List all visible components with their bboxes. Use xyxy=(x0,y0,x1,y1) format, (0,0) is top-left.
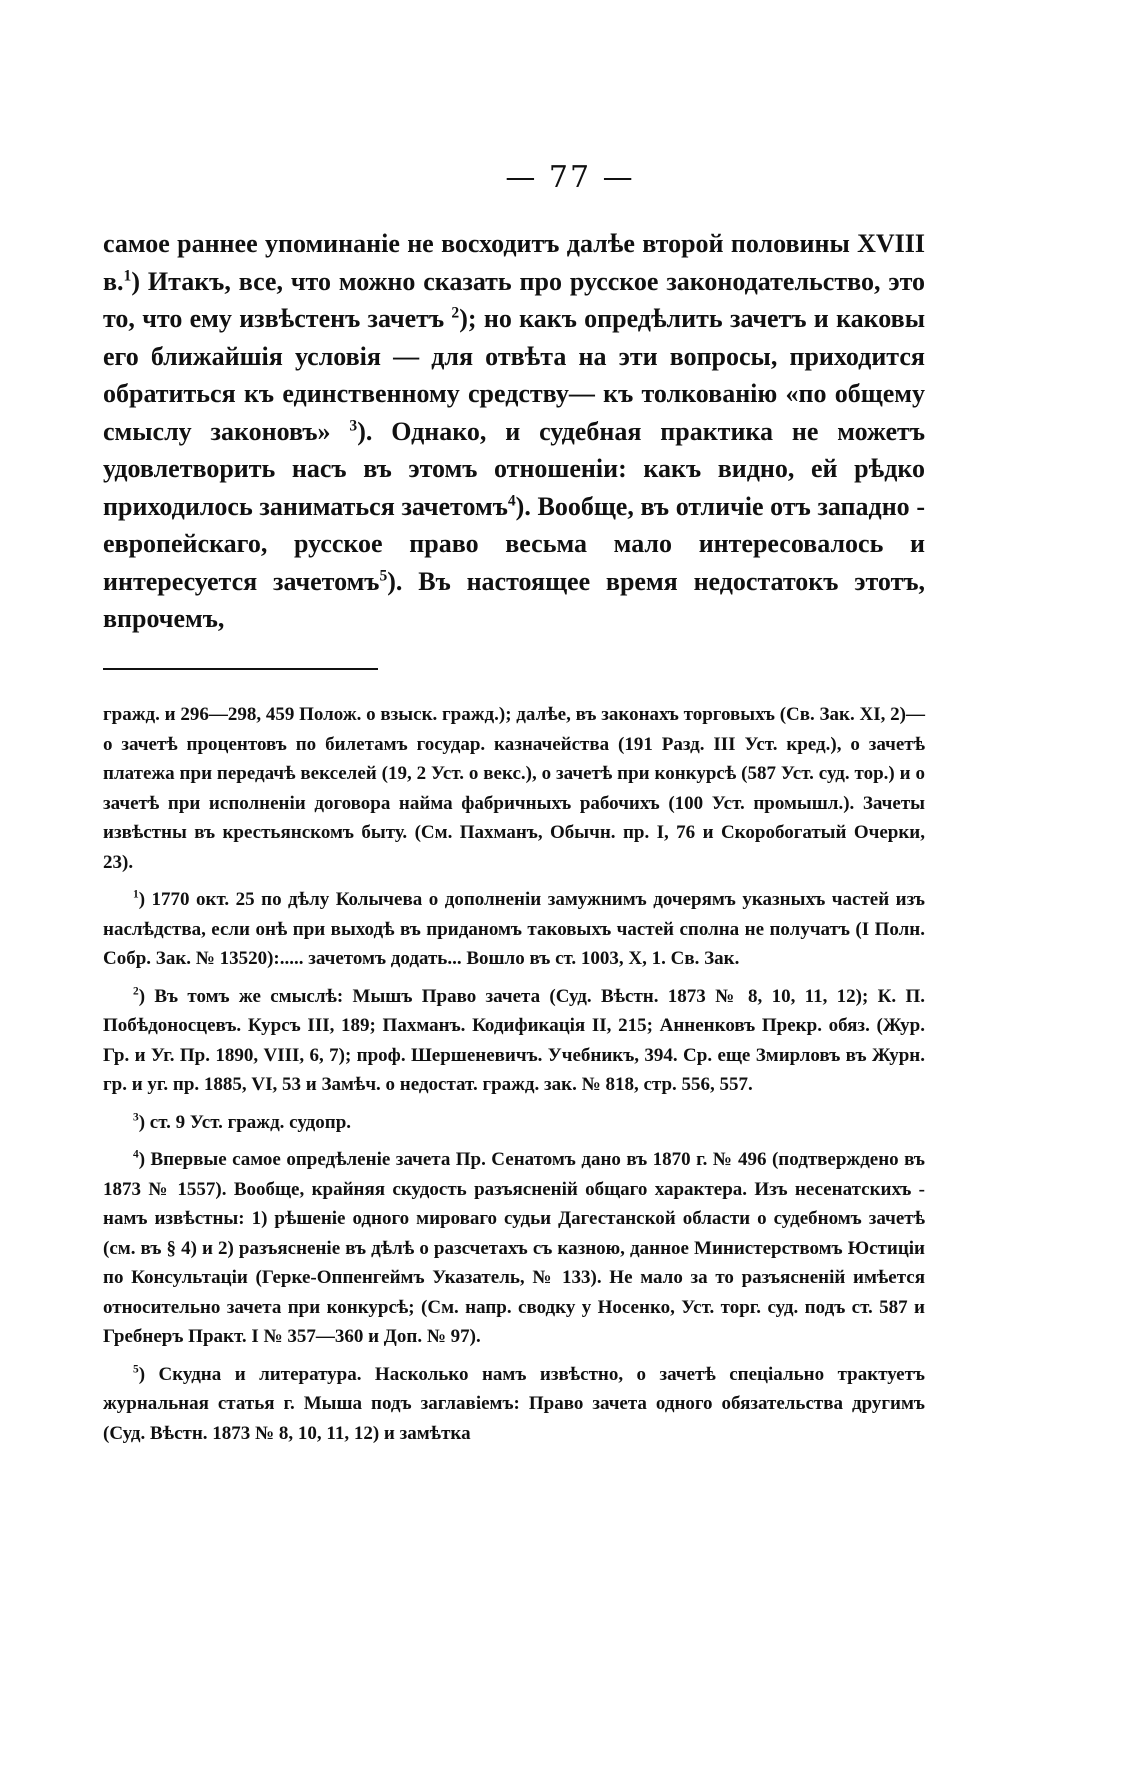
footnote-ref: 2 xyxy=(451,304,460,322)
footnote-ref: 4 xyxy=(507,491,516,509)
footnote-text: ) Скудна и литература. Насколько намъ извѣстно, о зачетѣ спеціально трактуетъ журнальная статья г. Мыша подъ заглавіемъ: Право зачета одного обязательства другимъ (Суд. Вѣстн. 1873 № 8, 10, 11, 12) и замѣтка xyxy=(103,1363,925,1444)
footnote-divider xyxy=(103,668,378,670)
footnote-ref: 1 xyxy=(123,266,132,284)
footnote-text: ) Въ томъ же смыслѣ: Мышъ Право зачета (Суд. Вѣстн. 1873 № 8, 10, 11, 12); К. П. Побѣдоносцевъ. Курсъ III, 189; Пахманъ. Кодификація II, 215; Анненковъ Прекр. обяз. (Жур. Гр. и Уг. Пр. 1890, VIII, 6, 7); проф. Шершеневичъ. Учебникъ, 394. Ср. еще Змирловъ въ Журн. гр. и уг. пр. 1885, VI, 53 и Замѣч. о недостат. гражд. зак. № 818, стр. 556, 557. xyxy=(103,985,925,1095)
main-text-part: ). Однако, и судебная практика не можетъ удовлетворить насъ въ этомъ отношеніи: какъ видно, ей рѣдко приходилось заниматься зачетомъ xyxy=(103,416,925,521)
footnote-mark: 3 xyxy=(133,1111,139,1124)
footnote-5 xyxy=(103,1360,925,1449)
page-number: — 77 — xyxy=(505,160,635,195)
footnote-mark: 5 xyxy=(133,1363,139,1376)
footnote-mark: 4 xyxy=(133,1148,139,1161)
footnote-text: ) 1770 окт. 25 по дѣлу Колычева о дополненіи замужнимъ дочерямъ указныхъ частей изъ наслѣдства, если онѣ при выходѣ въ приданомъ таковыхъ частей сполна не получатъ (I Полн. Собр. Зак. № 13520):..... зачетомъ додать... Вошло въ ст. 1003, X, 1. Св. Зак. xyxy=(103,889,925,969)
footnotes-section xyxy=(103,700,925,1456)
footnote-text: ) Впервые самое опредѣленіе зачета Пр. Сенатомъ дано въ 1870 г. № 496 (подтверждено въ 1873 № 1557). Вообще, крайняя скудость разъясненій общаго характера. Изъ несенатскихъ - намъ извѣстны: 1) рѣшеніе одного мироваго судьи Дагестанской области о судебномъ зачетѣ (см. въ § 4) и 2) разъясненіе въ дѣлѣ о разсчетахъ съ казною, данное Министерствомъ Юстиціи по Консультаціи (Герке-Оппенгеймъ Указатель, № 133). Не мало за то разъясненій имѣется относительно зачета при конкурсѣ; (См. напр. сводку у Носенко, Уст. торг. суд. подъ ст. 587 и Гребнеръ Практ. I № 357—360 и Доп. № 97). xyxy=(103,1149,925,1347)
footnote-mark: 1 xyxy=(133,888,139,901)
main-text-part: ); но какъ опредѣлить зачетъ и каковы его ближайшія условія — для отвѣта на эти вопросы, приходится обратиться къ единственному средству— къ толкованію «по общему смыслу законовъ» xyxy=(103,304,926,446)
footnote-3 xyxy=(103,1108,925,1138)
footnote-ref: 5 xyxy=(379,566,388,584)
footnote-ref: 3 xyxy=(349,416,358,434)
main-text-part: самое раннее упоминаніе не восходитъ далѣе второй половины XVIII в. xyxy=(103,229,925,296)
main-text-part: ) Итакъ, все, что можно сказать про русское законодательство, это то, что ему извѣстенъ зачетъ xyxy=(103,266,925,333)
footnote-1 xyxy=(103,885,925,974)
main-text-part: ). Въ настоящее время недостатокъ этотъ, впрочемъ, xyxy=(103,566,925,633)
footnote-continuation: гражд. и 296—298, 459 Полож. о взыск. гражд.); далѣе, въ законахъ торговыхъ (Св. Зак. XI, 2)—о зачетѣ процентовъ по билетамъ государ. казначейства (191 Разд. III Уст. кред.), о зачетѣ платежа при передачѣ векселей (19, 2 Уст. о векс.), о зачетѣ при конкурсѣ (587 Уст. суд. тор.) и о зачетѣ при исполненіи договора найма фабричныхъ рабочихъ (100 Уст. промышл.). Зачеты извѣстны въ крестьянскомъ быту. (См. Пахманъ, Обычн. пр. I, 76 и Скоробогатый Очерки, 23). xyxy=(103,704,925,873)
footnote-4 xyxy=(103,1145,925,1352)
main-paragraph xyxy=(103,225,925,638)
footnote-mark: 2 xyxy=(133,985,139,998)
main-text-part: ). Вообще, въ отличіе отъ западно - европейскаго, русское право весьма мало интересовалось и интересуется зачетомъ xyxy=(103,491,926,596)
footnote-text: ) ст. 9 Уст. гражд. судопр. xyxy=(138,1111,352,1133)
footnote-2 xyxy=(103,982,925,1100)
